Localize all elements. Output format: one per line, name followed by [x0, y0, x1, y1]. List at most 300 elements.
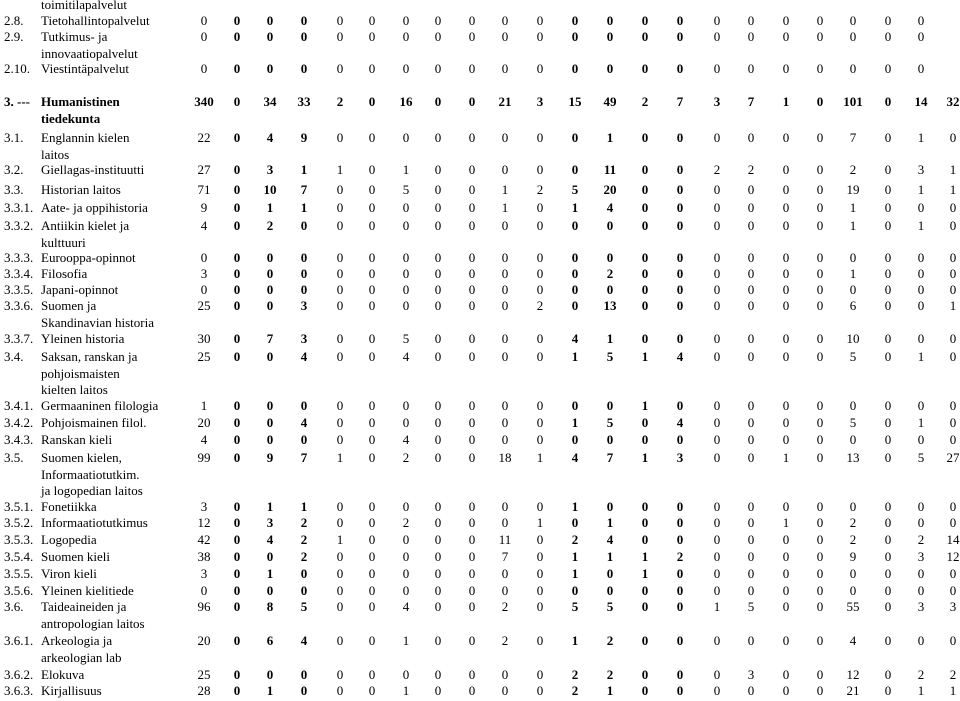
row-label: kielten laitos: [41, 382, 108, 397]
value-cell: 0: [536, 162, 544, 177]
value-cell: 0: [336, 266, 344, 281]
value-cell: 0: [368, 450, 376, 465]
value-cell: 2: [747, 162, 755, 177]
value-cell: 0: [468, 130, 476, 145]
value-cell: 0: [402, 218, 410, 233]
value-cell: 2: [849, 515, 857, 530]
value-cell: 0: [434, 532, 442, 547]
value-cell: 0: [468, 398, 476, 413]
value-cell: 0: [233, 282, 241, 297]
value-cell: 1: [336, 532, 344, 547]
value-cell: 7: [747, 94, 755, 109]
value-cell: 0: [402, 200, 410, 215]
value-cell: 6: [266, 633, 274, 648]
value-cell: 0: [747, 566, 755, 581]
value-cell: 0: [676, 515, 684, 530]
value-cell: 0: [676, 162, 684, 177]
table-row: [0, 282, 960, 298]
value-cell: 0: [368, 398, 376, 413]
value-cell: 0: [641, 29, 649, 44]
value-cell: 10: [846, 331, 860, 346]
value-cell: 0: [641, 61, 649, 76]
value-cell: 0: [266, 266, 274, 281]
value-cell: 0: [641, 667, 649, 682]
row-label: Japani-opinnot: [41, 282, 119, 297]
value-cell: 0: [884, 162, 892, 177]
value-cell: 1: [266, 566, 274, 581]
value-cell: 0: [536, 499, 544, 514]
value-cell: 0: [713, 182, 721, 197]
row-label: Tutkimus- ja: [41, 29, 108, 44]
value-cell: 99: [197, 450, 211, 465]
row-code: 3.4.3.: [4, 432, 34, 447]
table-row: [0, 130, 960, 162]
value-cell: 0: [233, 331, 241, 346]
value-cell: 0: [336, 331, 344, 346]
value-cell: 0: [402, 282, 410, 297]
value-cell: 0: [536, 398, 544, 413]
value-cell: 4: [402, 349, 410, 364]
value-cell: 0: [468, 583, 476, 598]
row-label: Yleinen kielitiede: [41, 583, 134, 598]
value-cell: 0: [336, 415, 344, 430]
value-cell: 0: [402, 61, 410, 76]
value-cell: 0: [536, 266, 544, 281]
value-cell: 0: [884, 432, 892, 447]
value-cell: 0: [747, 250, 755, 265]
value-cell: 0: [468, 61, 476, 76]
value-cell: 0: [917, 583, 925, 598]
value-cell: 12: [946, 549, 960, 564]
value-cell: 0: [266, 432, 274, 447]
value-cell: 27: [197, 162, 211, 177]
value-cell: 0: [884, 218, 892, 233]
table-row: [0, 398, 960, 414]
value-cell: 1: [571, 349, 579, 364]
value-cell: 0: [368, 515, 376, 530]
value-cell: 1: [571, 549, 579, 564]
value-cell: 0: [233, 13, 241, 28]
value-cell: 1: [571, 499, 579, 514]
value-cell: 0: [233, 432, 241, 447]
value-cell: 0: [849, 61, 857, 76]
value-cell: 7: [676, 94, 684, 109]
table-row: [0, 61, 960, 77]
value-cell: 7: [300, 182, 308, 197]
value-cell: 0: [336, 61, 344, 76]
value-cell: 0: [368, 13, 376, 28]
value-cell: 7: [501, 549, 509, 564]
value-cell: 0: [816, 29, 824, 44]
value-cell: 0: [536, 282, 544, 297]
table-row: [0, 583, 960, 599]
value-cell: 0: [816, 298, 824, 313]
row-code: 3.3.5.: [4, 282, 34, 297]
value-cell: 2: [336, 94, 344, 109]
value-cell: 0: [782, 683, 790, 698]
value-cell: 13: [603, 298, 617, 313]
value-cell: 0: [300, 266, 308, 281]
table-row: [0, 331, 960, 347]
value-cell: 0: [266, 583, 274, 598]
value-cell: 0: [816, 515, 824, 530]
value-cell: 0: [641, 599, 649, 614]
value-cell: 0: [434, 94, 442, 109]
value-cell: 0: [917, 250, 925, 265]
value-cell: 1: [606, 331, 614, 346]
value-cell: 0: [884, 633, 892, 648]
table-row: [0, 200, 960, 216]
value-cell: 0: [747, 683, 755, 698]
row-label: Kirjallisuus: [41, 683, 102, 698]
value-cell: 0: [849, 250, 857, 265]
value-cell: 0: [336, 182, 344, 197]
value-cell: 2: [501, 599, 509, 614]
row-label: Viron kieli: [41, 566, 97, 581]
row-code: 3.2.: [4, 162, 24, 177]
value-cell: 0: [676, 599, 684, 614]
value-cell: 0: [884, 349, 892, 364]
value-cell: 0: [641, 162, 649, 177]
value-cell: 0: [713, 298, 721, 313]
table-row: [0, 349, 960, 397]
value-cell: 8: [266, 599, 274, 614]
value-cell: 0: [468, 13, 476, 28]
row-code: 2.8.: [4, 13, 24, 28]
row-label: Germaaninen filologia: [41, 398, 159, 413]
value-cell: 0: [747, 182, 755, 197]
value-cell: 21: [846, 683, 860, 698]
value-cell: 0: [233, 683, 241, 698]
value-cell: 0: [816, 398, 824, 413]
value-cell: 0: [300, 250, 308, 265]
value-cell: 2: [300, 515, 308, 530]
value-cell: 38: [197, 549, 211, 564]
value-cell: 0: [336, 398, 344, 413]
value-cell: 33: [297, 94, 311, 109]
value-cell: 0: [713, 532, 721, 547]
value-cell: 0: [501, 218, 509, 233]
value-cell: 0: [501, 667, 509, 682]
value-cell: 0: [468, 162, 476, 177]
value-cell: 1: [536, 450, 544, 465]
value-cell: 0: [571, 398, 579, 413]
row-code: 3.3.3.: [4, 250, 34, 265]
value-cell: 0: [816, 130, 824, 145]
value-cell: 0: [233, 130, 241, 145]
value-cell: 0: [747, 61, 755, 76]
value-cell: 0: [949, 566, 957, 581]
value-cell: 30: [197, 331, 211, 346]
value-cell: 0: [713, 218, 721, 233]
value-cell: 0: [501, 499, 509, 514]
value-cell: 0: [713, 450, 721, 465]
value-cell: 1: [336, 450, 344, 465]
row-code: 3.5.4.: [4, 549, 34, 564]
value-cell: 0: [949, 130, 957, 145]
value-cell: 0: [266, 250, 274, 265]
value-cell: 0: [501, 29, 509, 44]
value-cell: 0: [676, 282, 684, 297]
value-cell: 1: [501, 200, 509, 215]
row-label: innovaatiopalvelut: [41, 45, 138, 61]
value-cell: 0: [300, 29, 308, 44]
row-label: Giellagas-instituutti: [41, 162, 145, 177]
value-cell: 0: [434, 250, 442, 265]
value-cell: 0: [849, 398, 857, 413]
value-cell: 0: [747, 450, 755, 465]
value-cell: 0: [884, 182, 892, 197]
value-cell: 0: [434, 349, 442, 364]
value-cell: 0: [336, 218, 344, 233]
value-cell: 5: [606, 599, 614, 614]
value-cell: 0: [747, 29, 755, 44]
value-cell: 10: [263, 182, 277, 197]
value-cell: 0: [884, 566, 892, 581]
value-cell: 0: [713, 282, 721, 297]
value-cell: 0: [368, 282, 376, 297]
value-cell: 3: [266, 515, 274, 530]
value-cell: 0: [676, 182, 684, 197]
value-cell: 0: [233, 549, 241, 564]
value-cell: 0: [200, 250, 208, 265]
value-cell: 0: [536, 130, 544, 145]
value-cell: 0: [402, 583, 410, 598]
value-cell: 0: [849, 432, 857, 447]
value-cell: 0: [816, 549, 824, 564]
row-code: 3.1.: [4, 130, 24, 145]
value-cell: 0: [641, 532, 649, 547]
value-cell: 0: [336, 583, 344, 598]
value-cell: 12: [846, 667, 860, 682]
value-cell: 0: [336, 432, 344, 447]
value-cell: 2: [501, 633, 509, 648]
value-cell: 13: [846, 450, 860, 465]
value-cell: 5: [747, 599, 755, 614]
value-cell: 0: [884, 130, 892, 145]
value-cell: 0: [747, 331, 755, 346]
value-cell: 0: [266, 13, 274, 28]
value-cell: 0: [571, 162, 579, 177]
value-cell: 1: [300, 162, 308, 177]
value-cell: 2: [536, 298, 544, 313]
value-cell: 0: [641, 218, 649, 233]
value-cell: 0: [434, 218, 442, 233]
value-cell: 0: [949, 499, 957, 514]
value-cell: 0: [536, 683, 544, 698]
value-cell: 0: [468, 515, 476, 530]
value-cell: 0: [641, 298, 649, 313]
value-cell: 0: [949, 250, 957, 265]
value-cell: 0: [782, 61, 790, 76]
value-cell: 0: [782, 532, 790, 547]
value-cell: 0: [468, 349, 476, 364]
table-row: [0, 94, 960, 126]
row-code: 3.6.: [4, 599, 24, 614]
value-cell: 0: [468, 683, 476, 698]
value-cell: 0: [468, 298, 476, 313]
value-cell: 0: [368, 432, 376, 447]
value-cell: 0: [200, 29, 208, 44]
value-cell: 101: [843, 94, 863, 109]
value-cell: 0: [713, 349, 721, 364]
value-cell: 0: [368, 130, 376, 145]
value-cell: 0: [434, 130, 442, 145]
value-cell: 0: [501, 515, 509, 530]
value-cell: 0: [713, 130, 721, 145]
row-code: 3.5.: [4, 450, 24, 465]
value-cell: 4: [300, 349, 308, 364]
value-cell: 0: [676, 331, 684, 346]
value-cell: 0: [884, 266, 892, 281]
value-cell: 0: [676, 200, 684, 215]
value-cell: 0: [917, 633, 925, 648]
row-code: 3.3.4.: [4, 266, 34, 281]
table-row: [0, 515, 960, 531]
value-cell: 0: [884, 298, 892, 313]
value-cell: 0: [816, 450, 824, 465]
value-cell: 0: [949, 415, 957, 430]
value-cell: 0: [402, 250, 410, 265]
value-cell: 0: [747, 349, 755, 364]
value-cell: 0: [782, 349, 790, 364]
row-label: Saksan, ranskan ja: [41, 349, 138, 364]
value-cell: 0: [782, 130, 790, 145]
value-cell: 1: [641, 549, 649, 564]
value-cell: 0: [536, 200, 544, 215]
value-cell: 0: [816, 599, 824, 614]
value-cell: 0: [571, 266, 579, 281]
value-cell: 0: [402, 415, 410, 430]
value-cell: 0: [641, 331, 649, 346]
value-cell: 1: [917, 349, 925, 364]
value-cell: 4: [571, 450, 579, 465]
value-cell: 0: [233, 298, 241, 313]
value-cell: 0: [747, 398, 755, 413]
value-cell: 1: [200, 398, 208, 413]
value-cell: 0: [536, 667, 544, 682]
table-row: [0, 667, 960, 683]
row-code: 3.3.7.: [4, 331, 34, 346]
value-cell: 0: [816, 667, 824, 682]
value-cell: 0: [949, 218, 957, 233]
value-cell: 0: [368, 331, 376, 346]
value-cell: 0: [676, 583, 684, 598]
value-cell: 11: [498, 532, 512, 547]
table-row: [0, 683, 960, 699]
row-label: Taideaineiden ja: [41, 599, 127, 614]
value-cell: 0: [606, 432, 614, 447]
value-cell: 0: [676, 130, 684, 145]
value-cell: 0: [468, 415, 476, 430]
value-cell: 0: [606, 61, 614, 76]
value-cell: 0: [434, 667, 442, 682]
value-cell: 1: [641, 566, 649, 581]
row-label: Filosofia: [41, 266, 88, 281]
value-cell: 0: [434, 432, 442, 447]
value-cell: 0: [266, 298, 274, 313]
value-cell: 3: [536, 94, 544, 109]
value-cell: 0: [402, 566, 410, 581]
row-label: arkeologian lab: [41, 649, 122, 665]
value-cell: 0: [468, 667, 476, 682]
value-cell: 1: [606, 515, 614, 530]
value-cell: 0: [747, 415, 755, 430]
value-cell: 0: [468, 250, 476, 265]
value-cell: 0: [884, 282, 892, 297]
value-cell: 0: [468, 94, 476, 109]
table-row: [0, 633, 960, 665]
row-label: Arkeologia ja: [41, 633, 113, 648]
value-cell: 0: [233, 583, 241, 598]
value-cell: 5: [402, 182, 410, 197]
value-cell: 0: [402, 266, 410, 281]
value-cell: 1: [641, 398, 649, 413]
row-code: 3.4.2.: [4, 415, 34, 430]
value-cell: 0: [501, 282, 509, 297]
value-cell: 1: [571, 415, 579, 430]
value-cell: 0: [816, 683, 824, 698]
value-cell: 0: [233, 667, 241, 682]
value-cell: 0: [713, 250, 721, 265]
value-cell: 0: [536, 61, 544, 76]
row-code: 3.4.: [4, 349, 24, 364]
value-cell: 0: [747, 532, 755, 547]
value-cell: 96: [197, 599, 211, 614]
value-cell: 1: [571, 566, 579, 581]
value-cell: 0: [747, 515, 755, 530]
value-cell: 0: [884, 13, 892, 28]
value-cell: 4: [849, 633, 857, 648]
value-cell: 0: [336, 667, 344, 682]
value-cell: 0: [641, 250, 649, 265]
value-cell: 0: [501, 13, 509, 28]
value-cell: 0: [816, 583, 824, 598]
value-cell: 0: [641, 633, 649, 648]
value-cell: 0: [233, 633, 241, 648]
value-cell: 0: [233, 29, 241, 44]
value-cell: 0: [782, 667, 790, 682]
value-cell: 0: [641, 515, 649, 530]
value-cell: 0: [233, 162, 241, 177]
value-cell: 0: [434, 29, 442, 44]
value-cell: 0: [336, 633, 344, 648]
value-cell: 6: [849, 298, 857, 313]
value-cell: 0: [233, 415, 241, 430]
table-row: [0, 250, 960, 266]
value-cell: 0: [402, 499, 410, 514]
value-cell: 2: [606, 266, 614, 281]
value-cell: 16: [399, 94, 413, 109]
value-cell: 0: [816, 349, 824, 364]
value-cell: 0: [676, 218, 684, 233]
table-row: [0, 162, 960, 178]
value-cell: 2: [571, 532, 579, 547]
value-cell: 32: [946, 94, 960, 109]
row-code: 3.5.6.: [4, 583, 34, 598]
value-cell: 0: [713, 200, 721, 215]
value-cell: 0: [468, 29, 476, 44]
value-cell: 1: [849, 200, 857, 215]
table-row: [0, 450, 960, 498]
row-label: Pohjoismainen filol.: [41, 415, 147, 430]
value-cell: 1: [300, 499, 308, 514]
value-cell: 0: [641, 200, 649, 215]
value-cell: 0: [536, 566, 544, 581]
value-cell: 0: [233, 599, 241, 614]
value-cell: 0: [747, 266, 755, 281]
value-cell: 0: [368, 415, 376, 430]
